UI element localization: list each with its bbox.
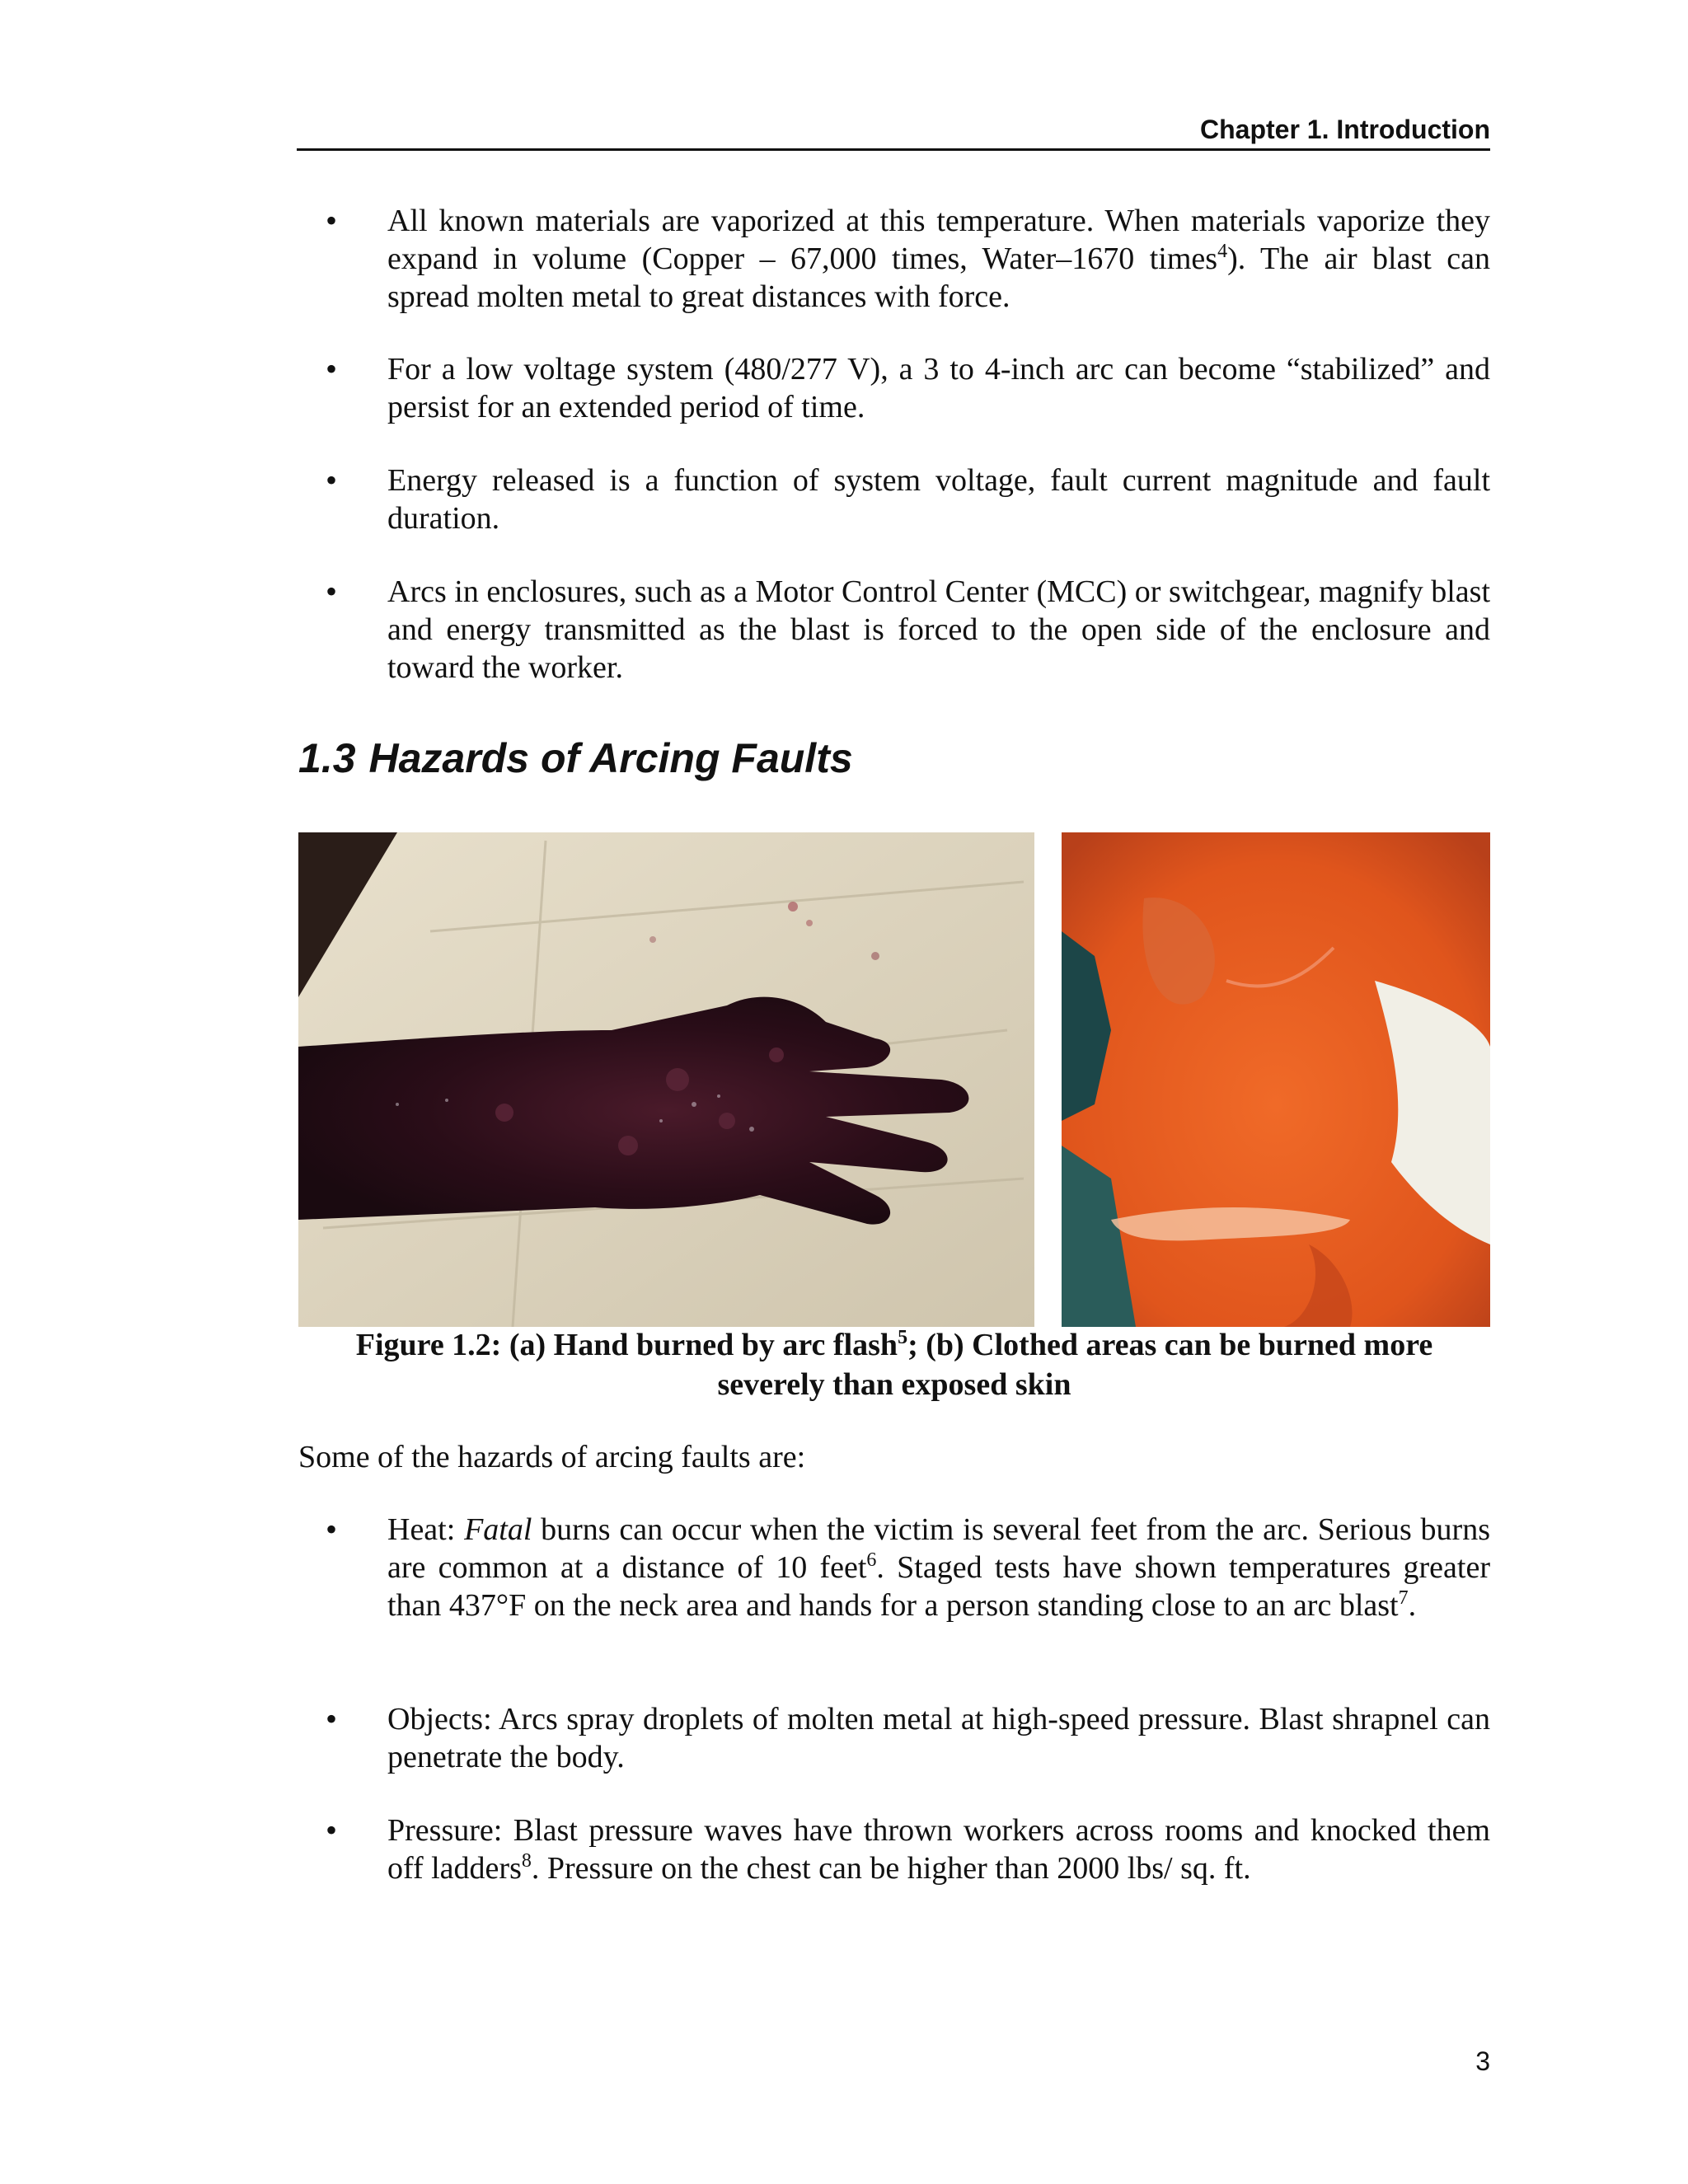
bullet-list-top <box>326 202 1490 696</box>
bullet-text: Arcs in enclosures, such as a Motor Control Center (MCC) or switchgear, magnify blast and energy transmitted as the blast is forced to the open side of the enclosure and toward the worker. <box>387 574 1490 685</box>
figure-photo-hand <box>298 832 1034 1327</box>
bullet-icon: • <box>326 1511 338 1548</box>
bullet-text: All known materials are vaporized at this temperature. When materials vaporize they expand in volume (Copper – 67,000 times, Water–1670 times$^4$). The air blast can spread molten metal to great distances with force. <box>387 204 1490 314</box>
running-header <box>297 114 1490 151</box>
bullet-icon: • <box>326 462 338 499</box>
bullet-text: Pressure: Blast pressure waves have thrown workers across rooms and knocked them off ladders$^8$. Pressure on the chest can be higher than 2000 lbs/ sq. ft. <box>387 1813 1490 1886</box>
bullet-icon: • <box>326 1700 338 1737</box>
footnote-ref: 7 <box>1398 1587 1409 1609</box>
bullet-list-bottom <box>326 1511 1490 1906</box>
figure-caption: Figure 1.2: (a) Hand burned by arc flash$^5$; (b) Clothed areas can be burned more severely than exposed skin <box>355 1327 1433 1402</box>
bullet-icon: • <box>326 1811 338 1849</box>
bullet-text: For a low voltage system (480/277 V), a 3 to 4-inch arc can become “stabilized” and persist for an extended period of time. <box>387 352 1490 424</box>
bullet-icon: • <box>326 573 338 610</box>
footnote-ref: 8 <box>521 1850 532 1872</box>
bullet-text: Energy released is a function of system voltage, fault current magnitude and fault duration. <box>387 463 1490 536</box>
figure-photo-torso <box>1062 832 1490 1327</box>
page-number: 3 <box>1475 2046 1490 2076</box>
chapter-title: Chapter 1. Introduction <box>1200 115 1490 144</box>
section-heading <box>298 733 853 783</box>
bullet-text: Heat: Fatal burns can occur when the victim is several feet from the arc. Serious burns are common at a distance of 10 feet$^6$. Staged tests have shown temperatures greater than 437°F on the neck area and hands for a person standing close to an arc blast$^7$. <box>387 1512 1490 1623</box>
footnote-ref: 6 <box>866 1549 877 1571</box>
section-title: Hazards of Arcing Faults <box>368 735 853 781</box>
footnote-ref: 5 <box>898 1327 908 1348</box>
bullet-text: Objects: Arcs spray droplets of molten metal at high-speed pressure. Blast shrapnel can penetrate the body. <box>387 1702 1490 1774</box>
section-number: 1.3 <box>298 735 356 781</box>
intro-paragraph: Some of the hazards of arcing faults are: <box>298 1440 806 1474</box>
bullet-icon: • <box>326 350 338 387</box>
footnote-ref: 4 <box>1217 241 1228 262</box>
bullet-icon: • <box>326 202 338 239</box>
